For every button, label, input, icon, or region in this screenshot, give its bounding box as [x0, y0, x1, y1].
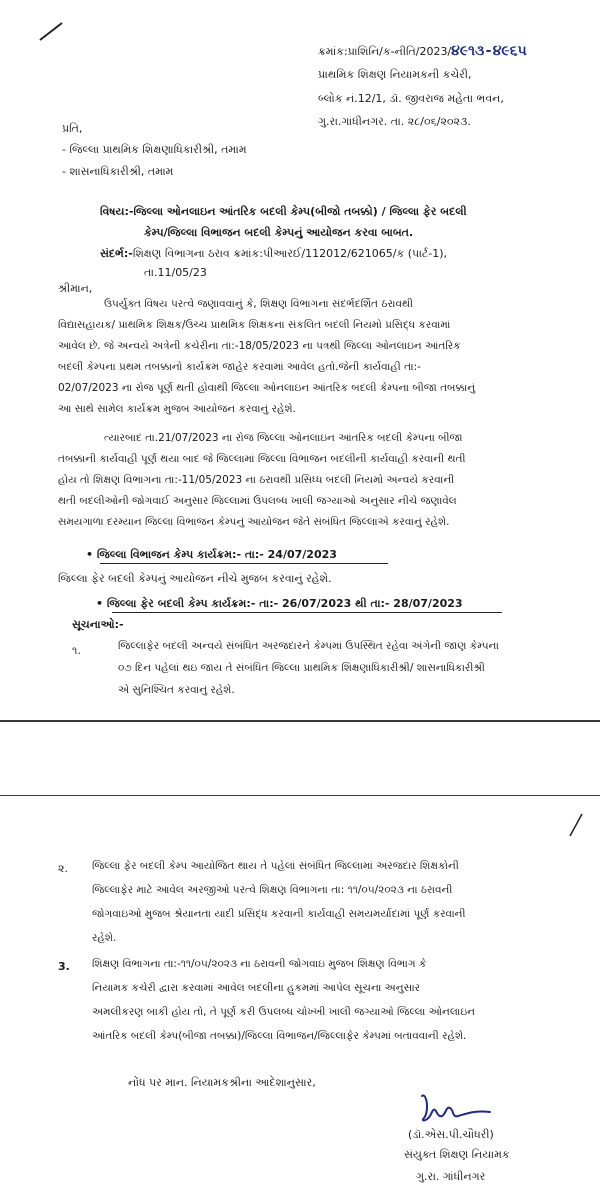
note-3-line: નિયામક કચેરી દ્વારા કરવામાં આવેલ બદલીના હુકમમાં આપેલ સૂચના અનુસાર [92, 982, 421, 994]
note-1-number: ૧. [72, 644, 81, 657]
bullet-icon: • [86, 548, 97, 561]
office-address: બ્લોક નં.12/1, ડૉ. જીવરાજ મહેતા ભવન, [318, 92, 504, 105]
bullet-fer-badli [96, 597, 463, 611]
page-separator [0, 720, 600, 722]
note-1-line: એ સુનિશ્ચિત કરવાનું રહેશે. [118, 684, 235, 696]
recipient-line-2: - શાસનાધિકારીશ્રી, તમામ [62, 165, 174, 178]
note-2-line: રહેશે. [92, 932, 117, 944]
para1-line: ઉપર્યુક્ત વિષય પરત્વે જણાવવાનું કે, શિક્ષણ વિભાગના સંદર્ભદર્શિત ઠરાવથી [104, 298, 414, 310]
reference-line-2: તા.11/05/23 [144, 266, 207, 279]
letter-page-2 [0, 796, 600, 1200]
reference-line-1 [100, 247, 447, 261]
para1-line: આ સાથે સામેલ કાર્યક્રમ મુજબ આયોજન કરવાનું રહેશે. [58, 403, 296, 415]
note-1-line: જિલ્લાફેર બદલી અન્વયે સંબંધિત અરજદારને કેમ્પમાં ઉપસ્થિત રહેવા અંગેની જાણ કેમ્પના [118, 640, 499, 652]
note-3-line: શિક્ષણ વિભાગના તા:-૧૧/૦૫/૨૦૨૩ ના ઠરાવની જોગવાઇ મુજબ શિક્ષણ વિભાગ કે [92, 958, 427, 970]
bullet-vibhajan-text: જિલ્લા વિભાજન કેમ્પ કાર્યક્રમ:- તા:- 24/07/2023 [96, 548, 337, 561]
signatory-place: ગુ.રા. ગાંધીનગર [416, 1170, 486, 1183]
suchanao-heading: સૂચનાઓ:- [72, 618, 124, 631]
para1-line: બદલી કેમ્પના પ્રથમ તબક્કાનો કાર્યક્રમ જાહેર કરવામાં આવેલ હતો.જેની કાર્યવાહી તા:- [58, 361, 421, 373]
reference-number [318, 44, 527, 59]
signatory-title: સંયુક્ત શિક્ષણ નિયામક [404, 1148, 510, 1161]
subject-label: વિષય:- [100, 205, 134, 218]
para1-line: આવેલ છે. જે અન્વયે અત્રેની કચેરીના તા:-18/05/2023 ના પત્રથી જિલ્લા ઓનલાઇન આંતરિક [58, 340, 461, 352]
underline [100, 563, 388, 564]
note-3-line: અમલીકરણ બાકી હોય તો, તે પૂર્ણ કરી ઉપલબ્ધ ચોખ્ખી ખાલી જગ્યાઓ જિલ્લા ઓનલાઇન [92, 1006, 475, 1018]
fer-badli-note: જિલ્લા ફેર બદલી કેમ્પનું આયોજન નીચે મુજબ કરવાનું રહેશે. [58, 572, 332, 585]
bullet-fer-badli-text: જિલ્લા ફેર બદલી કેમ્પ કાર્યક્રમ:- તા:- 26/07/2023 થી તા:- 28/07/2023 [106, 597, 463, 610]
pen-mark-icon [36, 20, 66, 44]
para2-line: ત્યારબાદ તા.21/07/2023 ના રોજ જિલ્લા ઓનલાઇન આંતરિક બદલી કેમ્પના બીજા [104, 432, 463, 444]
recipient-line-1: - જિલ્લા પ્રાથમિક શિક્ષણાધિકારીશ્રી, તમામ [62, 143, 247, 156]
note-2-line: જિલ્લા ફેર બદલી કેમ્પ આયોજિત થાય તે પહેલાં સંબંધિત જિલ્લામાં અરજદાર શિક્ષકોની [92, 860, 459, 872]
para2-line: હોય તો શિક્ષણ વિભાગના તા:-11/05/2023 ના ઠરાવથી પ્રસિધ્ધ બદલી નિયમો અન્વયે કરવાની [58, 474, 455, 486]
signature-icon [416, 1088, 496, 1128]
note-3-number: 3. [58, 960, 70, 973]
para2-line: સમયગાળા દરમ્યાન જિલ્લા વિભાજન કેમ્પનું આયોજન જેતે સંબંધિત જિલ્લાએ કરવાનું રહેશે. [58, 516, 450, 528]
note-1-line: ૦૭ દિન પહેલાં થઇ જાય તે સંબંધિત જિલ્લા પ્રાથમિક શિક્ષણાધિકારીશ્રી/ શાસનાધિકારીશ્રી [118, 662, 485, 674]
page-gap [0, 722, 600, 796]
reference-label: ક્રમાંક:પ્રાશિનિ/ક-નીતિ/2023/ [318, 45, 452, 58]
subject-line-2: કેમ્પ/જિલ્લા વિભાજન બદલી કેમ્પનું આયોજન કરવા બાબત. [144, 226, 414, 239]
reference-text-1: શિક્ષણ વિભાગના ઠરાવ ક્રમાંક:પીઆરઈ/112012/621065/ક (પાર્ટ-1), [132, 247, 448, 260]
note-2-line: જોગવાઇઓ મુજબ શ્રેયાનતા યાદી પ્રસિદ્ધ કરવાની કાર્યવાહી સમયમર્યાદામાં પૂર્ણ કરવાની [92, 908, 466, 920]
prati-label: પ્રતિ, [62, 122, 83, 135]
bullet-icon: • [96, 597, 107, 610]
salutation: શ્રીમાન, [58, 282, 93, 295]
para1-line: વિદ્યાસહાયક/ પ્રાથમિક શિક્ષક/ઉચ્ચ પ્રાથમિક શિક્ષકના સંકલિત બદલી નિયમો પ્રસિદ્ધ કરવામાં [58, 319, 451, 331]
bullet-vibhajan [86, 548, 337, 562]
closing-note: નોંધ પર માન. નિયામકશ્રીના આદેશાનુસાર, [128, 1076, 316, 1089]
pen-mark-icon [560, 810, 590, 840]
underline [112, 612, 502, 613]
office-name: પ્રાથમિક શિક્ષણ નિયામકની કચેરી, [318, 68, 472, 81]
handwritten-reference: ૪૯૧૩-૪૯૬૫ [451, 43, 527, 59]
para1-line: 02/07/2023 ના રોજ પૂર્ણ થતી હોવાથી જિલ્લા ઓનલાઇન આંતરિક બદલી કેમ્પના બીજા તબક્કાનું [58, 382, 476, 394]
para2-line: તબક્કાની કાર્યવાહી પૂર્ણ થયા બાદ જે જિલ્લામાં જિલ્લા વિભાજન બદલીની કાર્યવાહી કરવાની થતી [58, 453, 466, 465]
note-2-number: ૨. [58, 862, 68, 875]
reference-label: સંદર્ભ:- [100, 247, 133, 260]
subject-text-1: જિલ્લા ઓનલાઇન આંતરિક બદલી કેમ્પ(બીજો તબક્કો) / જિલ્લા ફેર બદલી [133, 205, 467, 218]
signatory-name: (ડૉ.એસ.પી.ચૌધરી) [408, 1128, 494, 1141]
note-3-line: આંતરિક બદલી કેમ્પ(બીજા તબક્કા)/જિલ્લા વિભાજન/જિલ્લાફેર કેમ્પમાં બતાવવાની રહેશે. [92, 1030, 467, 1042]
subject-line-1 [100, 205, 467, 219]
note-2-line: જિલ્લાફેર માટે આવેલ અરજીઓ પરત્વે શિક્ષણ વિભાગના તા: ૧૧/૦૫/૨૦૨૩ ના ઠરાવની [92, 884, 453, 896]
para2-line: થતી બદલીઓની જોગવાઈ અનુસાર જિલ્લામાં ઉપલબ્ધ ખાલી જગ્યાઓ અનુસાર નીચે જણાવેલ [58, 495, 457, 507]
city-date: ગુ.રા.ગાંધીનગર. તા. ૨૮/૦૬/૨૦૨૩. [318, 115, 471, 128]
